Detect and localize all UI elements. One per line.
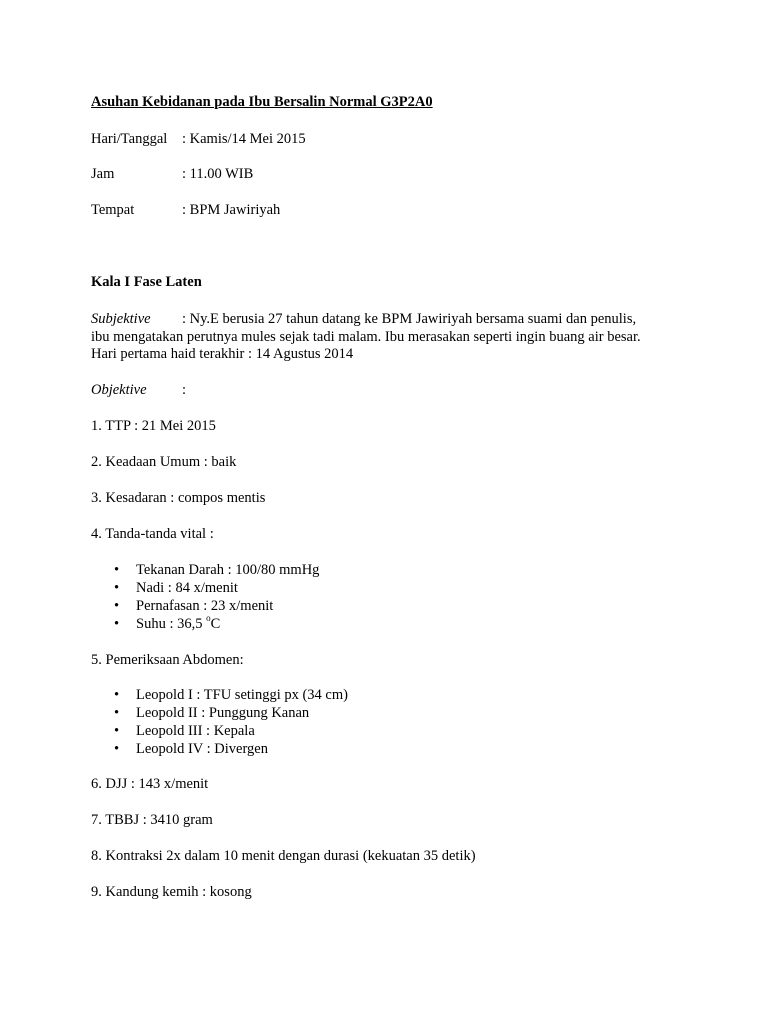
list-item: • Leopold III : Kepala (114, 723, 255, 739)
bullet-icon: • (114, 687, 120, 703)
list-item: • Pernafasan : 23 x/menit (114, 598, 274, 614)
objective-row (91, 381, 186, 399)
bullet-icon: • (114, 580, 120, 596)
abdomen-list (91, 686, 348, 758)
bullet-icon: • (114, 723, 120, 739)
bullet-icon: • (114, 616, 120, 632)
hari-tanggal-row (91, 130, 306, 148)
list-item: • Suhu : 36,5 $^o$C (114, 613, 221, 632)
objective-colon: : (182, 382, 187, 398)
list-item: • Leopold IV : Divergen (114, 741, 268, 757)
vitals-list (91, 561, 319, 633)
hari-tanggal-value: : Kamis/14 Mei 2015 (182, 131, 306, 147)
subjective-line-3: Hari pertama haid terakhir : 14 Agustus 2014 (91, 346, 354, 362)
item-kesadaran: 3. Kesadaran : compos mentis (91, 490, 266, 506)
item-pemeriksaan-abdomen: 5. Pemeriksaan Abdomen: (91, 652, 244, 668)
item-tanda-vital: 4. Tanda-tanda vital : (91, 526, 214, 542)
subjective-text-1: : Ny.E berusia 27 tahun datang ke BPM Jawiriyah bersama suami dan penulis, (182, 311, 637, 327)
list-item: • Nadi : 84 x/menit (114, 580, 238, 596)
bullet-icon: • (114, 705, 120, 721)
subjective-line-2: ibu mengatakan perutnya mules sejak tadi malam. Ibu merasakan seperti ingin buang air besar. (91, 329, 641, 345)
subjective-line-1 (91, 310, 636, 328)
item-tbbj: 7. TBBJ : 3410 gram (91, 812, 213, 828)
subjective-label: Subjektive (91, 311, 151, 327)
objective-label: Objektive (91, 382, 147, 398)
document-title: Asuhan Kebidanan pada Ibu Bersalin Normal G3P2A0 (91, 94, 433, 110)
jam-row (91, 165, 253, 183)
item-keadaan-umum: 2. Keadaan Umum : baik (91, 454, 237, 470)
bullet-icon: • (114, 562, 120, 578)
tempat-row (91, 201, 280, 219)
item-ttp: 1. TTP : 21 Mei 2015 (91, 418, 216, 434)
list-item: • Leopold II : Punggung Kanan (114, 705, 310, 721)
tempat-label: Tempat (91, 202, 135, 218)
bullet-icon: • (114, 741, 120, 757)
jam-value: : 11.00 WIB (182, 166, 254, 182)
item-kontraksi: 8. Kontraksi 2x dalam 10 menit dengan durasi (kekuatan 35 detik) (91, 848, 476, 864)
tempat-value: : BPM Jawiriyah (182, 202, 281, 218)
list-item: • Tekanan Darah : 100/80 mmHg (114, 562, 320, 578)
jam-label: Jam (91, 166, 115, 182)
bullet-icon: • (114, 598, 120, 614)
hari-tanggal-label: Hari/Tanggal (91, 131, 168, 147)
item-djj: 6. DJJ : 143 x/menit (91, 776, 209, 792)
list-item: • Leopold I : TFU setinggi px (34 cm) (114, 687, 348, 703)
section-title: Kala I Fase Laten (91, 274, 202, 290)
item-kandung-kemih: 9. Kandung kemih : kosong (91, 884, 252, 900)
